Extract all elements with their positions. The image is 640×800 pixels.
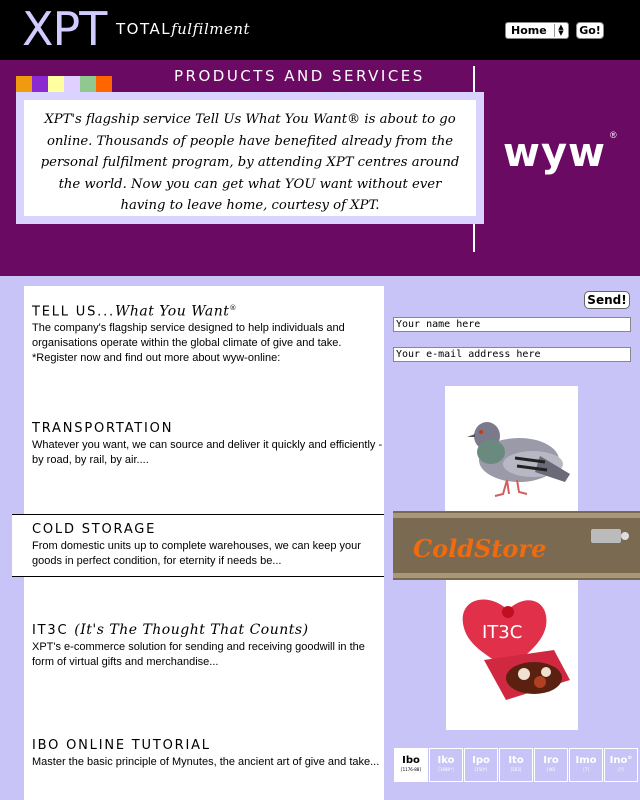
ibo-tile-label: Ino° — [609, 755, 633, 766]
section-text-cold-storage: From domestic units up to complete warehouses, we can keep your goods in perfect condition, for eternity if needs be... — [32, 540, 361, 567]
ino-tile[interactable] — [604, 748, 638, 782]
coldstore-sign-icon — [393, 511, 640, 580]
swatch — [32, 76, 48, 92]
wyw-registered-mark: ® — [610, 130, 617, 140]
logo-tagline-fulfilment: fulfilment — [171, 20, 251, 38]
ibo-tile-label: Ipo — [472, 755, 490, 766]
heart-text: IT3C — [482, 622, 523, 643]
tell-us-title-a: TELL US... — [32, 304, 115, 320]
section-title-ibo[interactable]: IBO ONLINE TUTORIAL — [32, 738, 211, 753]
iro-tile[interactable] — [534, 748, 568, 782]
section-title-tell-us[interactable] — [32, 300, 384, 320]
xpt-logo[interactable]: XPT — [22, 2, 107, 56]
section-title-it3c[interactable] — [32, 622, 384, 639]
ibo-tile-count: [46] — [546, 767, 556, 772]
pigeon-icon — [445, 386, 578, 512]
ibo-tile-count: [?] — [618, 767, 624, 772]
section-cold-storage — [32, 522, 384, 569]
logo-tagline — [116, 20, 250, 38]
ibo-tile-label: Iko — [437, 755, 455, 766]
coldstore-image[interactable] — [393, 511, 640, 580]
swatch — [80, 76, 96, 92]
ito-tile[interactable] — [499, 748, 533, 782]
nav-select-value: Home — [511, 24, 547, 37]
ibo-tile-count: [1176-88] — [401, 767, 421, 772]
email-field[interactable]: Your e-mail address here — [393, 347, 631, 362]
pigeon-image[interactable] — [445, 386, 578, 512]
ibo-tile-count: [7] — [583, 767, 589, 772]
select-arrows-icon: ▲ ▼ — [554, 24, 567, 37]
section-title-transportation[interactable]: TRANSPORTATION — [32, 421, 174, 436]
section-text-it3c: XPT's e-commerce solution for sending and receiving goodwill in the form of virtual gifts and merchandise... — [32, 641, 365, 668]
ibo-tile-count: [563] — [510, 767, 522, 772]
section-transportation — [32, 421, 384, 468]
intro-box — [16, 92, 484, 224]
it3c-title-b: (It's The Thought That Counts) — [74, 622, 309, 638]
intro-text: XPT's flagship service Tell Us What You Want® is about to go online. Thousands of people have benefited already from the personal fulfilment program, by attending XPT centres around the world. Now you can get what YOU want without ever having to leave home, courtesy of XPT. — [24, 100, 476, 216]
section-ibo — [32, 738, 384, 770]
tell-us-mark: ® — [229, 304, 239, 312]
name-field[interactable]: Your name here — [393, 317, 631, 332]
ibo-tile-count: [150*] — [474, 767, 488, 772]
iko-tile[interactable] — [429, 748, 463, 782]
color-swatches — [16, 76, 112, 92]
logo-tagline-total: TOTAL — [116, 20, 172, 38]
ipo-tile[interactable] — [464, 748, 498, 782]
ibo-tile-label: Ibo — [402, 755, 420, 766]
section-tell-us — [32, 300, 384, 366]
coldstore-text: ColdStore — [413, 534, 547, 563]
ibo-tile-label: Iro — [543, 755, 559, 766]
heart-box-icon — [446, 580, 578, 730]
section-text-ibo: Master the basic principle of Mynutes, the ancient art of give and take... — [32, 756, 380, 768]
imo-tile[interactable] — [569, 748, 603, 782]
send-button[interactable]: Send! — [584, 291, 630, 309]
ibo-tile-label: Ito — [508, 755, 524, 766]
ibo-tiles — [394, 748, 639, 782]
ibo-tile-label: Imo — [575, 755, 597, 766]
section-title-cold-storage[interactable]: COLD STORAGE — [32, 522, 157, 537]
tell-us-title-b: What You Want — [114, 303, 230, 320]
ibo-tile-count: [1686*] — [438, 767, 454, 772]
it3c-image[interactable] — [446, 580, 578, 730]
nav-select[interactable] — [505, 22, 569, 39]
banner-title: PRODUCTS AND SERVICES — [174, 67, 425, 85]
top-bar — [0, 0, 640, 60]
wyw-logo[interactable]: wyw — [503, 130, 606, 176]
swatch — [64, 76, 80, 92]
swatch — [48, 76, 64, 92]
it3c-title-a: IT3C — [32, 623, 69, 638]
section-text-tell-us: The company's flagship service designed to help individuals and organisations operate within the global climate of give and take. *Register now and find out more about wyw-online: — [32, 322, 345, 365]
swatch — [96, 76, 112, 92]
section-it3c — [32, 622, 384, 670]
section-text-transportation: Whatever you want, we can source and deliver it quickly and efficiently - by road, by rail, by air.... — [32, 439, 383, 466]
ibo-tile[interactable] — [394, 748, 428, 782]
banner — [0, 60, 640, 276]
go-button[interactable]: Go! — [576, 22, 604, 39]
swatch — [16, 76, 32, 92]
